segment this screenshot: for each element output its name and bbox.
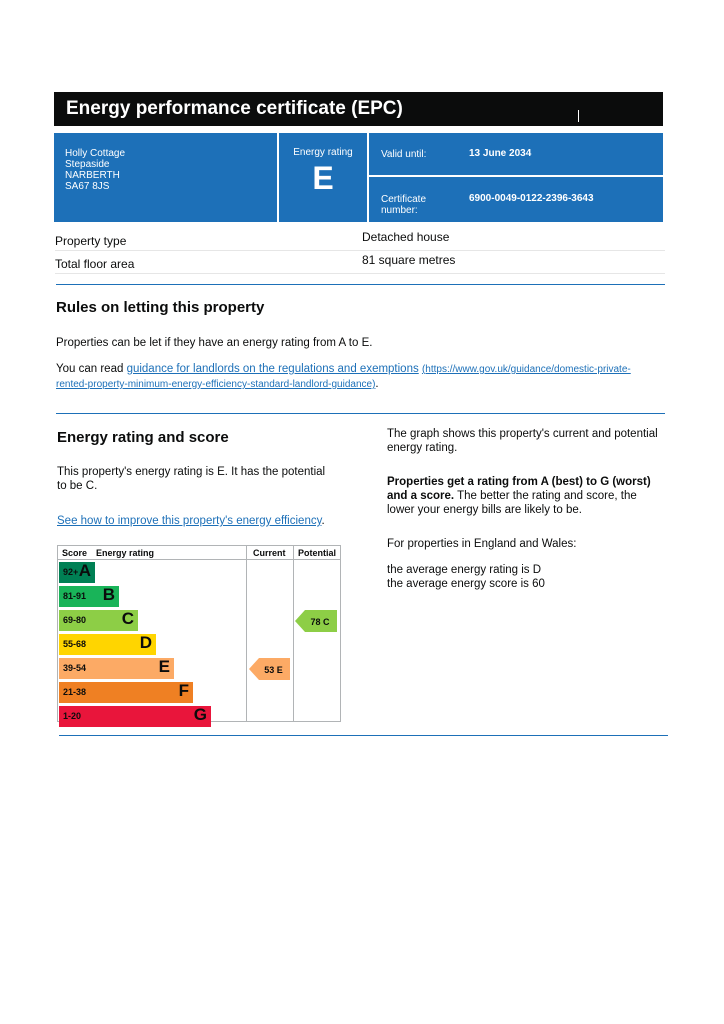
column-divider xyxy=(293,546,294,721)
graph-explanation-line: energy rating. xyxy=(387,442,458,454)
page-title: Energy performance certificate (EPC) xyxy=(54,92,663,126)
graph-explanation xyxy=(387,427,672,455)
band-score-range: 81-91 xyxy=(63,591,87,601)
potential-rating-arrow-label: 78 C xyxy=(310,617,330,627)
energy-rating-block xyxy=(279,133,367,222)
score-heading: Energy rating and score xyxy=(57,429,229,446)
band-letter: G xyxy=(193,705,207,724)
rating-explanation-line-3: lower your energy bills are likely to be. xyxy=(387,504,582,516)
property-type-value: Detached house xyxy=(362,230,450,244)
rating-band-c xyxy=(59,610,138,631)
rules-line-2-suffix: . xyxy=(375,378,379,390)
current-column-header: Current xyxy=(253,548,286,558)
current-rating-arrow xyxy=(249,658,290,680)
improve-suffix: . xyxy=(321,515,325,527)
energy-rating-label: Energy rating xyxy=(293,147,353,158)
address-line: Holly Cottage xyxy=(65,148,126,159)
rating-explanation-line-2 xyxy=(387,489,672,503)
band-score-range: 69-80 xyxy=(63,615,87,625)
score-paragraph-line: This property's energy rating is E. It has the potential xyxy=(57,466,326,478)
band-score-range: 1-20 xyxy=(63,711,82,721)
section-divider xyxy=(59,735,668,736)
scan-mark xyxy=(578,110,579,122)
band-score-range: 92+ xyxy=(63,567,79,577)
graph-explanation-line: The graph shows this property's current and potential xyxy=(387,428,658,440)
rating-band-e xyxy=(59,658,174,679)
valid-until-block xyxy=(369,133,663,175)
rating-explanation-line-1 xyxy=(387,475,672,489)
property-type-label: Property type xyxy=(55,234,127,248)
band-letter: C xyxy=(121,609,134,628)
rating-band-a xyxy=(59,562,95,583)
section-divider xyxy=(56,413,665,414)
potential-rating-arrow xyxy=(295,610,337,632)
energy-rating-chart xyxy=(57,545,341,722)
rating-explanation-rest: The better the rating and score, the xyxy=(454,490,637,502)
band-letter: E xyxy=(158,657,170,676)
band-letter: F xyxy=(178,681,189,700)
valid-until-value: 13 June 2034 xyxy=(469,148,532,159)
floor-area-row xyxy=(55,251,665,274)
score-column-header: Score xyxy=(62,548,88,558)
rules-heading: Rules on letting this property xyxy=(56,299,265,316)
address-line: NARBERTH xyxy=(65,170,120,181)
rating-explanation-bold-cont: and a score. xyxy=(387,490,455,502)
rating-column-header: Energy rating xyxy=(96,548,155,558)
improve-efficiency-link[interactable]: See how to improve this property's energy efficiency xyxy=(57,515,322,527)
address-line: SA67 8JS xyxy=(65,181,110,192)
band-letter: B xyxy=(102,585,115,604)
certificate-label: Certificate number: xyxy=(381,194,427,216)
section-divider xyxy=(56,284,665,285)
rating-band-g xyxy=(59,706,211,727)
current-rating-arrow-label: 53 E xyxy=(264,665,283,675)
rating-band-d xyxy=(59,634,156,655)
rating-explanation-bold: Properties get a rating from A (best) to G (worst) xyxy=(387,476,651,488)
energy-rating-value: E xyxy=(312,160,334,196)
landlord-guidance-url-cont[interactable]: rented-property-minimum-energy-efficiency-standard-landlord-guidance) xyxy=(56,379,376,390)
column-divider xyxy=(246,546,247,721)
valid-until-label: Valid until: xyxy=(381,149,427,160)
landlord-guidance-url[interactable]: (https://www.gov.uk/guidance/domestic-private- xyxy=(421,364,631,375)
landlord-guidance-link[interactable]: guidance for landlords on the regulations and exemptions xyxy=(126,363,419,375)
band-letter: D xyxy=(139,633,152,652)
band-letter: A xyxy=(78,561,91,580)
average-rating: the average energy rating is D xyxy=(387,564,542,576)
rules-line-2-prefix: You can read xyxy=(56,363,127,375)
floor-area-label: Total floor area xyxy=(55,257,135,271)
rules-line-1: Properties can be let if they have an energy rating from A to E. xyxy=(56,337,373,349)
address-line: Stepaside xyxy=(65,159,110,170)
property-type-row xyxy=(55,228,665,251)
rating-explanation xyxy=(387,475,672,517)
region-note: For properties in England and Wales: xyxy=(387,538,577,550)
rating-band-b xyxy=(59,586,119,607)
average-figures xyxy=(387,563,545,591)
band-score-range: 55-68 xyxy=(63,639,87,649)
certificate-block xyxy=(369,177,663,222)
improve-line xyxy=(57,514,325,528)
address-block xyxy=(54,133,277,222)
band-score-range: 21-38 xyxy=(63,687,87,697)
rating-band-f xyxy=(59,682,193,703)
floor-area-value: 81 square metres xyxy=(362,253,456,267)
rules-line-2 xyxy=(56,362,666,392)
potential-column-header: Potential xyxy=(298,548,337,558)
band-score-range: 39-54 xyxy=(63,663,87,673)
header-divider xyxy=(58,559,340,560)
score-paragraph-line: to be C. xyxy=(57,480,98,492)
score-paragraph xyxy=(57,465,347,493)
average-score: the average energy score is 60 xyxy=(387,578,545,590)
certificate-number: 6900-0049-0122-2396-3643 xyxy=(469,193,594,204)
